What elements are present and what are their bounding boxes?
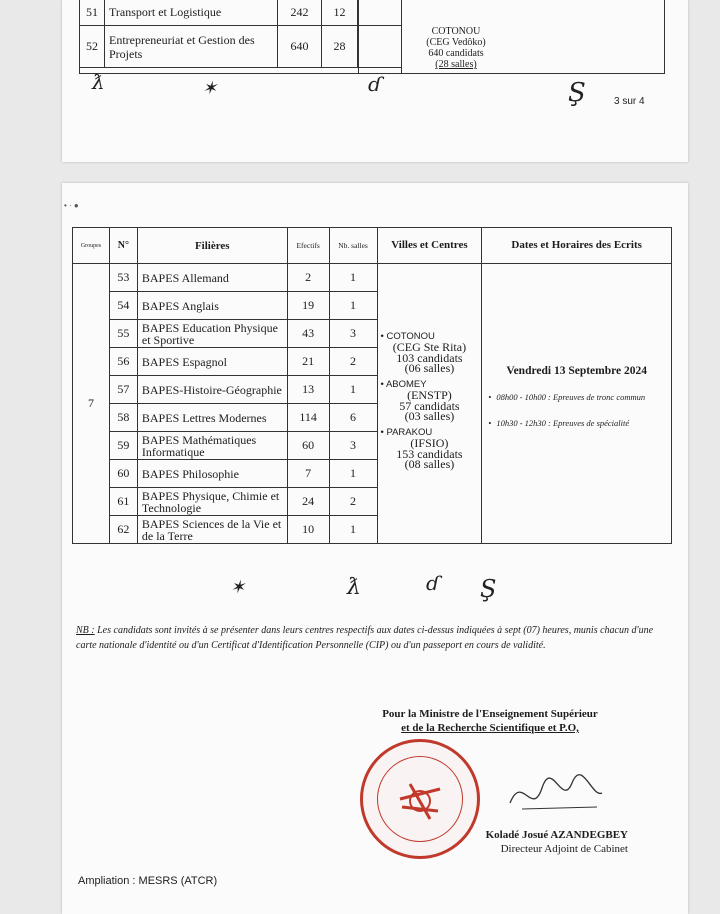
row-number: 51: [86, 5, 98, 19]
row-number: 55: [109, 320, 137, 348]
header-salles: Nb. salles: [329, 228, 377, 264]
row-effectifs: 2: [287, 264, 329, 292]
centre-site: (IFSIO): [410, 436, 449, 450]
initials-signature: Ş: [480, 575, 497, 603]
centre-site: (CEG Ste Rita): [392, 340, 467, 354]
current-page: [62, 183, 688, 914]
centre-info: [402, 26, 510, 70]
centre-candidats: 57 candidats: [399, 398, 460, 413]
row-salles: 6: [329, 404, 377, 432]
centre-site: (ENSTP): [407, 388, 452, 402]
nb-label: NB :: [76, 625, 95, 636]
exam-schedule-table: [72, 227, 672, 544]
schedule-item: • 08h00 - 10h00 : Epreuves de tronc commun: [488, 391, 646, 402]
table-row: [80, 0, 401, 26]
row-number: 56: [109, 348, 137, 376]
row-salles: 3: [329, 432, 377, 460]
header-no: N°: [109, 228, 137, 264]
schedule-item: • 10h30 - 12h30 : Epreuves de spécialité: [488, 417, 630, 428]
row-salles: 1: [329, 292, 377, 320]
row-salles: 2: [329, 348, 377, 376]
table-row: [73, 264, 672, 292]
row-filiere: BAPES Sciences de la Vie et de la Terre: [137, 516, 287, 544]
centre-block: [381, 332, 479, 374]
row-number: 53: [109, 264, 137, 292]
row-salles: 1: [329, 376, 377, 404]
centre-candidats: 103 candidats: [396, 350, 463, 365]
schedule-text: 08h00 - 10h00 : Epreuves de tronc commun: [496, 391, 646, 402]
initials-signature: ƛ: [92, 70, 105, 94]
initials-signature: ✶: [202, 78, 218, 99]
signer-block: [428, 828, 628, 856]
header-filieres: Filières: [137, 228, 287, 264]
header-groupes: Groupes: [73, 228, 110, 264]
centre-city: • PARAKOU: [380, 426, 433, 438]
row-filiere: BAPES Physique, Chimie et Technologie: [137, 488, 287, 516]
exam-date: Vendredi 13 Septembre 2024: [506, 364, 647, 377]
row-number: 58: [109, 404, 137, 432]
row-filiere: BAPES Mathématiques Informatique: [137, 432, 287, 460]
centre-salles: (03 salles): [404, 409, 455, 423]
centre-candidats: 640 candidats: [428, 48, 484, 59]
previous-page-table: [79, 0, 665, 74]
header-villes: Villes et Centres: [377, 228, 482, 264]
initials-signature: ɗ: [426, 571, 440, 595]
group-number: 7: [73, 264, 110, 544]
row-salles: 1: [329, 460, 377, 488]
row-filiere: BAPES Allemand: [137, 264, 287, 292]
row-filiere: BAPES Education Physique et Sportive: [137, 320, 287, 348]
centre-site: (CEG Vedôko): [426, 37, 486, 48]
header-dates: Dates et Horaires des Ecrits: [482, 228, 672, 264]
row-number: 60: [109, 460, 137, 488]
schedule-text: 10h30 - 12h30 : Epreuves de spécialité: [496, 417, 630, 428]
initials-signature: ƛ: [347, 575, 361, 600]
row-number: 52: [86, 39, 98, 53]
ampliation: Ampliation : MESRS (ATCR): [78, 875, 218, 887]
centre-salles: (06 salles): [404, 361, 455, 375]
row-number: 59: [109, 432, 137, 460]
centre-block: [381, 380, 479, 422]
table-header-row: [73, 228, 672, 264]
row-effectifs: 19: [287, 292, 329, 320]
row-effectifs: 640: [290, 39, 309, 53]
signer-title: Directeur Adjoint de Cabinet: [500, 843, 628, 855]
row-effectifs: 43: [287, 320, 329, 348]
ministre-line: [330, 707, 650, 735]
nb-text: Les candidats sont invités à se présenter dans leurs centres respectifs aux dates ci-dessus indiquées à sept (07) heures, munis chacun d'une carte nationale d'identité ou d'un Certificat d'Identification Personnelle (CIP) ou d'un passeport en cours de validité.: [76, 625, 654, 651]
row-filiere: Entrepreneuriat et Gestion des Projets: [109, 32, 255, 61]
row-filiere: BAPES Espagnol: [137, 348, 287, 376]
row-filiere: BAPES Lettres Modernes: [137, 404, 287, 432]
previous-page: [62, 0, 688, 162]
centre-city: COTONOU: [431, 26, 481, 37]
row-effectifs: 21: [287, 348, 329, 376]
row-effectifs: 7: [287, 460, 329, 488]
row-effectifs: 24: [287, 488, 329, 516]
row-filiere: BAPES Anglais: [137, 292, 287, 320]
dates-cell: [482, 264, 672, 544]
row-effectifs: 10: [287, 516, 329, 544]
row-number: 54: [109, 292, 137, 320]
table-row: [80, 26, 401, 68]
initials-signature: ɗ: [368, 72, 382, 96]
ministre-line-2: et de la Recherche Scientifique et P.O,: [401, 722, 579, 734]
row-salles: 3: [329, 320, 377, 348]
row-number: 62: [109, 516, 137, 544]
centre-salles: (08 salles): [404, 457, 455, 471]
page-number: 3 sur 4: [614, 96, 645, 107]
row-effectifs: 242: [290, 5, 309, 19]
row-number: 61: [109, 488, 137, 516]
row-salles: 2: [329, 488, 377, 516]
header-effectifs: Efectifs: [287, 228, 329, 264]
row-filiere: Transport et Logistique: [109, 5, 222, 19]
centre-block: [381, 428, 479, 470]
row-salles: 1: [329, 264, 377, 292]
row-filiere: BAPES Philosophie: [137, 460, 287, 488]
row-effectifs: 60: [287, 432, 329, 460]
ministre-line-1: Pour la Ministre de l'Enseignement Supérieur: [382, 708, 598, 720]
handwritten-signature-icon: [502, 763, 612, 823]
nb-notice: [76, 623, 666, 653]
centre-salles: (28 salles): [435, 59, 477, 70]
centre-city: • COTONOU: [380, 330, 435, 342]
page-marks: • · ●: [64, 201, 79, 210]
row-filiere: BAPES-Histoire-Géographie: [137, 376, 287, 404]
centre-candidats: 153 candidats: [396, 446, 463, 461]
row-effectifs: 114: [287, 404, 329, 432]
row-number: 57: [109, 376, 137, 404]
centre-city: • ABOMEY: [380, 378, 427, 390]
row-salles: 1: [329, 516, 377, 544]
row-salles: 12: [333, 5, 346, 19]
row-salles: 28: [333, 39, 346, 53]
row-effectifs: 13: [287, 376, 329, 404]
centres-cell: [377, 264, 482, 544]
signer-name: Koladé Josué AZANDEGBEY: [485, 829, 628, 841]
initials-signature: Ş: [568, 78, 586, 108]
initials-signature: ✶: [230, 577, 246, 598]
